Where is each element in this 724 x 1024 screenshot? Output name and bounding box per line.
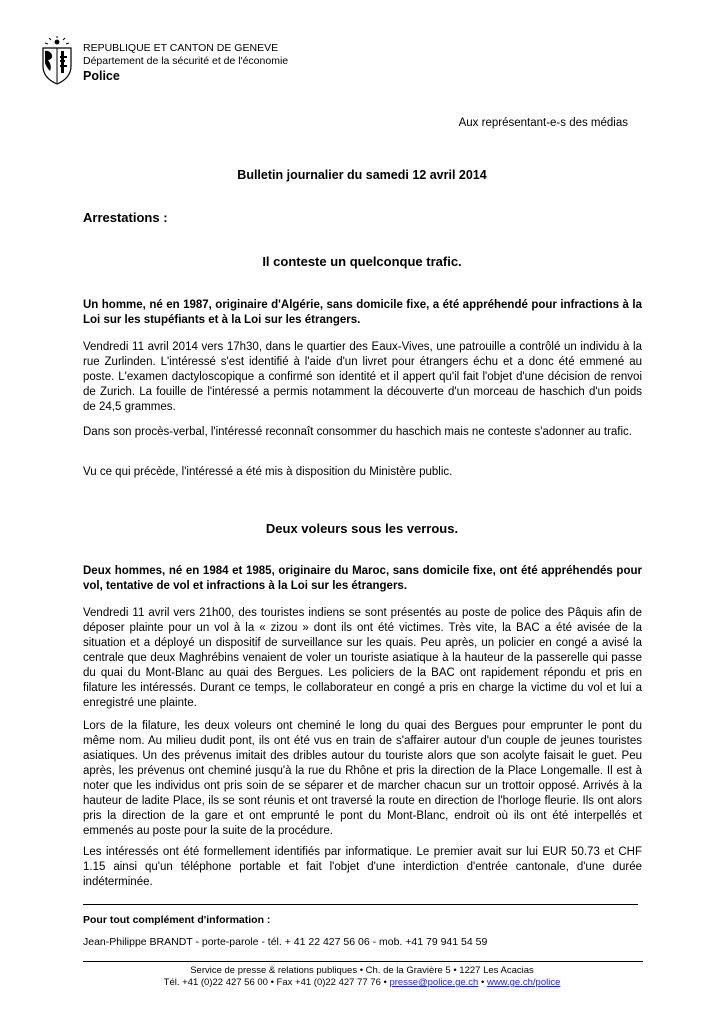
article-2-lead: Deux hommes, né en 1984 et 1985, originaire du Maroc, sans domicile fixe, ont été appréhendés pour vol, tentative de vol et infractions à la Loi sur les étrangers. bbox=[83, 565, 642, 592]
article-1-paragraph-3: Vu ce qui précède, l'intéressé a été mis à disposition du Ministère public. bbox=[83, 466, 453, 478]
website-link[interactable]: www.ge.ch/police bbox=[486, 977, 561, 988]
canton-name: REPUBLIQUE ET CANTON DE GENEVE bbox=[83, 42, 279, 54]
contact-details: Jean-Philippe BRANDT - porte-parole - tél. + 41 22 427 56 06 - mob. +41 79 941 54 59 bbox=[83, 936, 488, 948]
press-email-link[interactable]: presse@police.ge.ch bbox=[389, 977, 479, 988]
footer-divider bbox=[83, 961, 643, 962]
footer-contact bbox=[0, 977, 724, 989]
footer-address: Service de presse & relations publiques • Ch. de la Gravière 5 • 1227 Les Acacias bbox=[190, 965, 534, 976]
contact-title: Pour tout complément d'information : bbox=[83, 914, 271, 926]
article-1-paragraph-1: Vendredi 11 avril 2014 vers 17h30, dans le quartier des Eaux-Vives, une patrouille a contrôlé un individu à la rue Zurlinden. L'intéressé s'est identifié à l'aide d'un livret pour étrangers échu et a donc été emmené au poste. L'examen dactyloscopique a confirmé son identité et il appert qu'il fait l'objet d'une décision de renvoi de Zurich. La fouille de l'intéressé a permis notamment la découverte d'un morceau de haschich d'un poids de 24,5 grammes. bbox=[83, 341, 642, 413]
footer-separator: • bbox=[478, 977, 487, 988]
article-1-title: Il conteste un quelconque trafic. bbox=[262, 254, 462, 269]
article-2-paragraph-1: Vendredi 11 avril vers 21h00, des touristes indiens se sont présentés au poste de police des Pâquis afin de déposer plainte pour un vol à la « zizou » dont ils ont été victimes. Très vite, la BAC a été avisée de la situation et a déployé un dispositif de surveillance sur les quais. Peu après, un policier en congé a avisé la centrale que deux Maghrébins venaient de voler un touriste asiatique à la hauteur de la passerelle qui passe du quai du Mont-Blanc au quai des Bergues. Les policiers de la BAC ont rapidement répondu et pris en filature les intéressés. Durant ce temps, le collaborateur en congé a pris en charge la victime du vol et lui a enregistré une plainte. bbox=[83, 607, 642, 709]
bulletin-title: Bulletin journalier du samedi 12 avril 2014 bbox=[237, 168, 487, 182]
recipient-line: Aux représentant-e-s des médias bbox=[458, 117, 628, 129]
article-2-paragraph-3: Les intéressés ont été formellement identifiés par informatique. Le premier avait sur lui EUR 50.73 et CHF 1.15 ainsi qu'un téléphone portable et fait l'objet d'une interdiction d'entrée cantonale, d'une durée indéterminée. bbox=[83, 846, 642, 888]
service-name: Police bbox=[83, 69, 120, 83]
section-title: Arrestations : bbox=[83, 210, 168, 225]
article-2-title: Deux voleurs sous les verrous. bbox=[265, 521, 459, 536]
article-2-paragraph-2: Lors de la filature, les deux voleurs ont cheminé le long du quai des Bergues pour emprunter le pont du même nom. Au milieu dudit pont, ils ont été vus en train de s'affairer autour d'un couple de jeunes touristes asiatiques. Un des prévenus imitait des dribles autour du touriste alors que son acolyte faisait le guet. Peu après, les prévenus ont cheminé jusqu'à la rue du Rhône et pris la direction de la Place Longemalle. Il est à noter que les individus ont pris soin de se séparer et de marcher chacun sur un trottoir opposé. Arrivés à la hauteur de ladite Place, ils se sont réunis et ont traversé la route en direction de l'horloge fleurie. Ils ont alors pris la direction de la gare et ont emprunté le pont du Mont-Blanc, endroit où ils ont été interpellés et emmenés au poste pour la suite de la procédure. bbox=[83, 720, 642, 837]
article-1-lead: Un homme, né en 1987, originaire d'Algérie, sans domicile fixe, a été appréhendé pour infractions à la Loi sur les stupéfiants et à la Loi sur les étrangers. bbox=[83, 299, 642, 326]
geneva-coat-of-arms-logo bbox=[38, 36, 76, 88]
article-1-paragraph-2: Dans son procès-verbal, l'intéressé reconnaît consommer du haschich mais ne conteste s'adonner au trafic. bbox=[83, 426, 633, 438]
letterhead bbox=[83, 42, 288, 84]
footer bbox=[0, 965, 724, 989]
department-name: Département de la sécurité et de l'économie bbox=[83, 55, 289, 67]
contact-divider bbox=[83, 904, 638, 905]
footer-phone-fax: Tél. +41 (0)22 427 56 00 • Fax +41 (0)22 427 77 76 • bbox=[163, 977, 390, 988]
